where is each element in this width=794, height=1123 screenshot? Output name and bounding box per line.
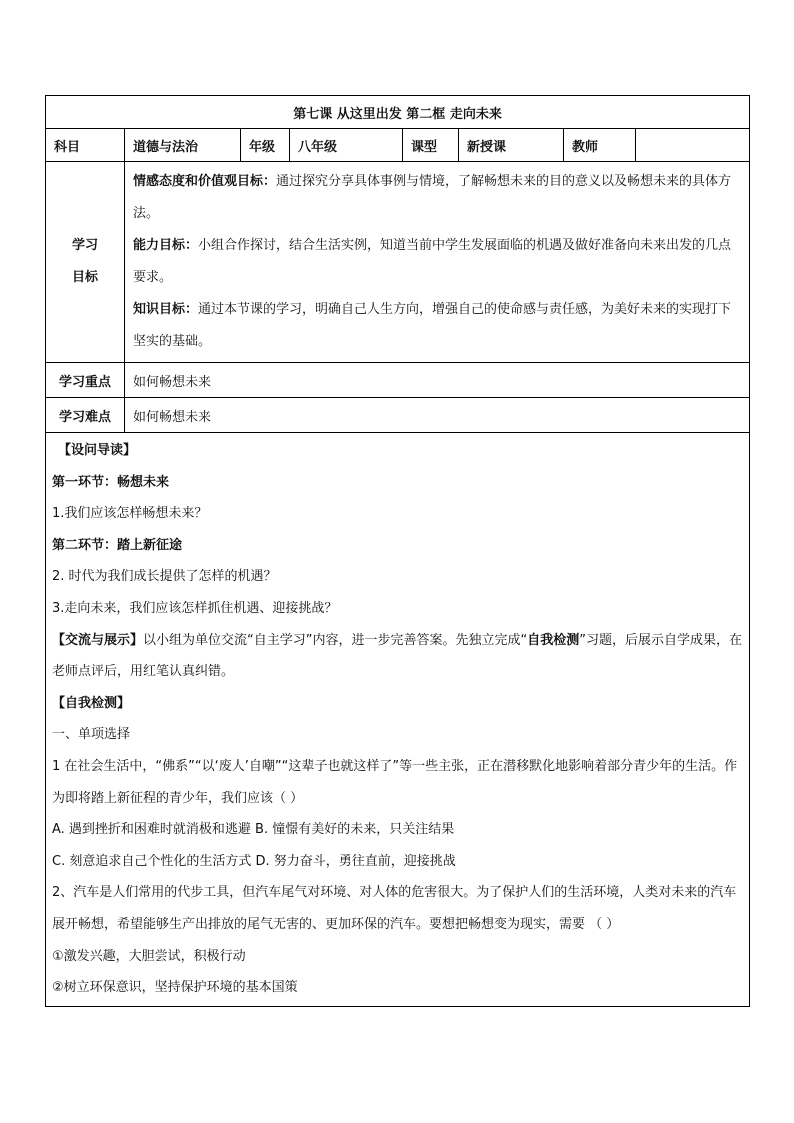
emotion-goal-label: 情感态度和价值观目标： xyxy=(133,174,277,189)
guide-heading: 【设问导读】 xyxy=(58,443,137,458)
type-value: 新授课 xyxy=(459,129,564,162)
question-1: 1.我们应该怎样畅想未来？ xyxy=(52,506,208,522)
key-point-label: 学习重点 xyxy=(46,363,125,398)
step1-heading: 第一环节：畅想未来 xyxy=(52,474,170,490)
subject-label: 科目 xyxy=(46,129,125,162)
emotion-goal xyxy=(133,166,743,230)
key-point-value: 如何畅想未来 xyxy=(125,363,750,398)
exchange-paragraph xyxy=(52,625,743,688)
goals-label-line1: 学习 xyxy=(71,238,98,253)
question-3: 3.走向未来，我们应该怎样抓住机遇、迎接挑战？ xyxy=(52,600,338,616)
lesson-title: 第七课 从这里出发 第二框 走向未来 xyxy=(46,96,750,129)
question-2: 2. 时代为我们成长提供了怎样的机遇？ xyxy=(52,569,277,585)
ability-goal-label: 能力目标： xyxy=(133,238,199,253)
section-single-choice: 一、单项选择 xyxy=(52,727,131,743)
goals-content xyxy=(125,162,750,363)
difficulty-value: 如何畅想未来 xyxy=(125,398,750,433)
header-row xyxy=(46,129,750,162)
emotion-goal-text: 通过探究分享具体事例与情境，了解畅想未来的目的意义以及畅想未来的具体方法。 xyxy=(133,174,732,221)
exchange-label: 【交流与展示】 xyxy=(52,632,144,648)
item2-option-2: ②树立环保意识，坚持保护环境的基本国策 xyxy=(52,980,298,996)
knowledge-goal-label: 知识目标： xyxy=(133,302,199,317)
step2-heading: 第二环节：踏上新征途 xyxy=(52,537,183,553)
item2-option-1: ①激发兴趣，大胆尝试，积极行动 xyxy=(52,948,246,964)
lesson-plan-table xyxy=(45,95,750,1007)
knowledge-goal xyxy=(133,294,743,358)
exchange-bold: 自我检测 xyxy=(527,632,580,648)
goals-label xyxy=(46,162,125,363)
subject-value: 道德与法治 xyxy=(125,129,241,162)
ability-goal-text: 小组合作探讨，结合生活实例，知道当前中学生发展面临的机遇及做好准备向未来出发的几点要求。 xyxy=(133,238,732,285)
item1-options-ab: A. 遇到挫折和困难时就消极和逃避 B. 憧憬有美好的未来，只关注结果 xyxy=(52,822,455,838)
lesson-content xyxy=(46,433,750,1007)
teacher-label: 教师 xyxy=(564,129,636,162)
grade-label: 年级 xyxy=(241,129,290,162)
goals-label-line2: 目标 xyxy=(71,270,98,285)
item2-stem: 2、汽车是人们常用的代步工具，但汽车尾气对环境、对人体的危害很大。为了保护人们的生活环境，人类对未来的汽车展开畅想，希望能够生产出排放的尾气无害的、更加环保的汽车。要想把畅想变为现实，需要 （ ） xyxy=(52,885,737,932)
item1-options-cd: C. 刻意追求自己个性化的生活方式 D. 努力奋斗，勇往直前，迎接挑战 xyxy=(52,853,456,869)
item1-stem: 1 在社会生活中，“佛系”“以‘废人’自嘲”“这辈子也就这样了”等一些主张，正在潜移默化地影响着部分青少年的生活。作为即将踏上新征程的青少年，我们应该（ ） xyxy=(52,758,738,806)
teacher-value xyxy=(636,129,750,162)
selftest-heading: 【自我检测】 xyxy=(52,695,131,711)
grade-value: 八年级 xyxy=(290,129,403,162)
exchange-text-a: 以小组为单位交流“自主学习”内容，进一步完善答案。先独立完成“ xyxy=(143,632,528,648)
ability-goal xyxy=(133,230,743,294)
difficulty-label: 学习难点 xyxy=(46,398,125,433)
knowledge-goal-text: 通过本节课的学习，明确自己人生方向，增强自己的使命感与责任感，为美好未来的实现打下坚实的基础。 xyxy=(133,302,732,349)
type-label: 课型 xyxy=(403,129,459,162)
exchange-text-b: ”习题，后展示自学成果，在老师点评后，用红笔认真纠错。 xyxy=(52,632,742,680)
